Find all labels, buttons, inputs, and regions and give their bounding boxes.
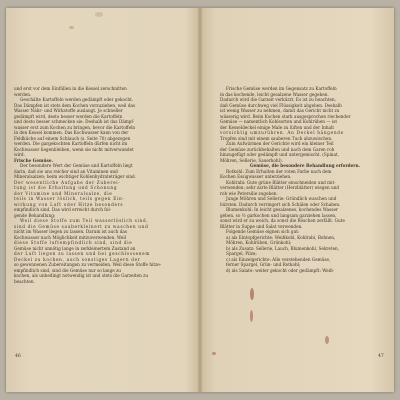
text-line: wässerig wird. Beim Kochen stark ausgesprochen riechender	[220, 113, 351, 119]
text-line: tung ist die Erhaltung und Schonung	[14, 185, 118, 190]
text-line: verwenden; sehr zarte Blätter (Herzblätter) wiegen und	[220, 185, 340, 190]
text-line: Junge Möhren und Sellerie: Gründlich waschen und	[226, 196, 337, 201]
text-line: geben, so ½ garkochen und langsam garziehen lassen,	[220, 212, 337, 218]
text-line: Kochwasser nach Möglichkeit mitzuverwenden. Weil	[14, 234, 127, 240]
text-line: und desto besser schmecken sie. Deshalb ist das Dämpf-	[14, 119, 135, 124]
text-line: hinzugefügt oder gedämpft und untergemischt. (Spinat,	[220, 152, 339, 157]
text-line: Folgende Gemüse eignen sich gut:	[226, 229, 300, 234]
text-line: der Gemüse zurückbehalten und nach dem Garen roh	[220, 146, 335, 152]
text-line: vorsichtig umzurühren. An Deckel hängende	[220, 130, 344, 135]
text-line: kochen, als unbedingt notwendig ist und stets die Garzeiten zu	[14, 273, 149, 278]
book-spread	[6, 8, 394, 392]
text-line: Spargel, Pilze;	[226, 251, 257, 256]
text-line: Tropfen sind mit einem sauberen Tuch abzuwischen.	[220, 135, 333, 141]
section-heading: Gemüse, die besondere Behandlung erfordern.	[250, 163, 360, 168]
text-line: Mineralsalzen; beim wichtiger Kohlenhydrateträger sind.	[14, 174, 137, 179]
paper-stain	[212, 352, 216, 355]
text-line: Frische Gemüse werden im Gegensatz zu Kartoffeln	[226, 86, 337, 91]
text-line: Möhren, Sellerie, Sauerkohl).	[220, 157, 283, 163]
right-page-text	[220, 86, 390, 376]
text-line: nicht im Wasser liegen zu lassen. Darum ist auch das	[14, 229, 128, 234]
paper-stain	[69, 26, 74, 29]
text-line: ferner Spargel, Grün- und Rotkohl;	[226, 262, 301, 267]
text-line: ist wenig Wasser zu nehmen, damit das Gericht nicht zu	[220, 108, 340, 113]
book-spine	[197, 8, 203, 392]
page-number-left: 46	[15, 354, 21, 359]
text-line: gende Behandlung:	[14, 212, 56, 218]
text-line: Blätter in Suppe und Salat verwenden.	[220, 223, 303, 229]
text-line: der Kesseldeckel einige Male zu lüften und der Inhalt	[220, 124, 335, 130]
text-line: daß Gemüse durchweg viel Flüssigkeit abgeben. Deshalb	[220, 102, 342, 108]
text-line: wird.	[14, 152, 25, 157]
text-line: darin, daß sie uns reicher sind an Vitaminen und	[14, 168, 118, 174]
paper-stain	[95, 12, 103, 17]
page-number-right: 47	[378, 354, 384, 359]
text-line: Dadurch wird die Garzeit verkürzt. Es ist zu beachten,	[220, 97, 337, 102]
text-line: wirkung von Luft oder Hitze besonders	[14, 201, 124, 207]
text-line: c) als Einzelgerichte: Alle verstehenden Gemüse,	[226, 256, 331, 262]
text-line: gedämpft wird, desto besser werden die Kartoffeln	[14, 113, 123, 119]
text-line: diese Stoffe luftempfindlich sind, sind die	[14, 240, 133, 245]
text-line: Zum Aufwärmen der Gerichte wird ein kleiner Teil	[226, 141, 334, 146]
text-line: Weil diese Stoffe zum Teil wasserlöslich sind,	[20, 218, 149, 223]
text-line: werden.	[14, 91, 32, 97]
text-line: Wasser Nähr- und Wirkstoffe auslaugt. Je schneller	[14, 108, 123, 113]
text-line: Kochwasser liegenbleiben, wenn sie nicht mitverwandet	[14, 146, 134, 152]
text-line: Möhren, Kohlrüben, Grünkohl;	[226, 240, 292, 245]
left-page-text	[14, 86, 184, 376]
text-line: der Vitamine und Mineralsalze, die	[14, 190, 113, 196]
text-line: Das Dämpfen ist stets dem Kochen vorzuziehen, weil das	[14, 102, 136, 108]
text-line: Gemüse — namentlich Kohlsorten und Kohlrüben — ist	[220, 119, 338, 124]
text-line: teils in Wasser löslich, teils gegen Ein-	[14, 196, 125, 201]
text-line: sind die Gemüse sauberkleinert zu waschen und	[14, 223, 149, 229]
text-line: Kohlrabi: Gute grüne Blätter einschneiden und mit-	[226, 179, 336, 185]
text-line: in das kochende, leicht gesalzene Wasser gegeben.	[220, 91, 329, 97]
text-line: in den Kessel kommen. Das Kochwasser kann von der	[14, 130, 129, 135]
text-line: Deckel zu kochen, auch sonstiges Lagern der	[14, 256, 141, 262]
text-line: Der besondere Wert der Gemüse und Kartoffeln liegt	[20, 163, 133, 168]
text-line: wasser erst zum Kochen zu bringen, bevor die Kartoffeln	[14, 124, 136, 130]
text-line: empfindlich sind. Das wird erreicht durch fol-	[14, 207, 112, 212]
text-line: Geschälte Kartoffeln werden gedämpft oder gekocht.	[20, 97, 134, 102]
text-line: beachten.	[14, 278, 35, 284]
text-line: werden. Die gargekochten Kartoffeln dürfen nicht im	[14, 141, 128, 146]
text-line: so gewonnenen Zubereitungen zu vermeiden. Weil diese Stoffe hitze-	[14, 262, 162, 267]
text-line: a) als Eintopfgerichte: Weißkohl, Kohlrabi, Bohnen,	[226, 234, 336, 240]
text-line: sonst wird er zu weich, da sonst die Röschen zerfällt. Gute	[220, 218, 345, 223]
text-line: und erst vor dem Einfüllen in die Kessel zerschnitten	[14, 86, 127, 91]
text-line: der Luft liegen zu lassen und bei geschlossenem	[14, 251, 151, 256]
text-line: roh wie Petersilie zugeben.	[220, 190, 278, 196]
text-line: bürsten. Dadurch verringert sich Schälen oder Schaben.	[220, 201, 341, 207]
text-line: Rotkohl: Zum Erhalten der roten Farbe nach dem	[226, 168, 332, 174]
text-line: Kochen Essigwasser unterziehen.	[220, 174, 292, 179]
text-line: Feldküche auf einem Schlauch (s. Seite 70) abgezogen	[14, 135, 131, 141]
text-line: Blumenkohl: In leicht gesalzenes, kochendes Wasser	[226, 207, 338, 212]
text-line: d) als Salate: weiter gekocht oder gedämpft: Weiß-	[226, 267, 335, 273]
text-line: b) als Zusatz: Sellerie, Lauch, Blumenkohl, Sekreten,	[226, 245, 340, 251]
section-heading: Frische Gemüse.	[14, 157, 53, 163]
text-line: Gemüse nicht unnötig lange in zerkleinertem Zustand an	[14, 245, 136, 251]
text-line: Der wesentliche Aufgabe der Zuberei-	[14, 179, 121, 185]
text-line: empfindlich sind, sind die Gemüse nur so lange zu	[14, 267, 122, 273]
